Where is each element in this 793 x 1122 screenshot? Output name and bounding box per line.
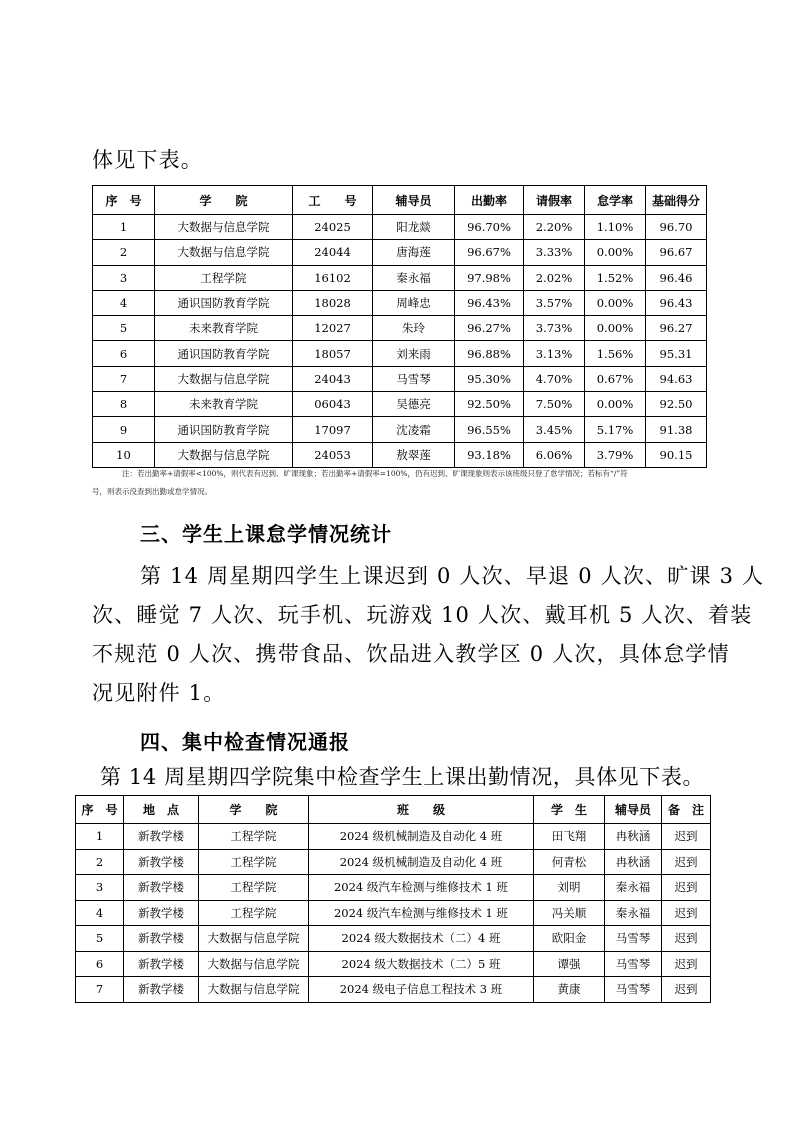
table-row bbox=[93, 265, 707, 290]
cell-index: 1 bbox=[76, 824, 124, 850]
cell-attendance-rate: 97.98% bbox=[455, 265, 524, 290]
cell-college: 通识国防教育学院 bbox=[155, 417, 293, 442]
table-row bbox=[93, 290, 707, 315]
cell-base-score: 91.38 bbox=[646, 417, 707, 442]
header-staff-id: 工 号 bbox=[293, 186, 373, 215]
cell-counselor: 冉秋涵 bbox=[605, 824, 662, 850]
cell-location: 新教学楼 bbox=[124, 849, 199, 875]
table-row bbox=[93, 215, 707, 240]
table-row bbox=[93, 341, 707, 366]
cell-attendance-rate: 92.50% bbox=[455, 392, 524, 417]
cell-index: 5 bbox=[93, 316, 155, 341]
cell-base-score: 96.67 bbox=[646, 240, 707, 265]
table-row bbox=[93, 442, 707, 467]
cell-base-score: 96.43 bbox=[646, 290, 707, 315]
cell-index: 3 bbox=[93, 265, 155, 290]
cell-truancy-rate: 3.79% bbox=[585, 442, 646, 467]
table-row bbox=[76, 900, 711, 926]
section3-heading: 三、学生上课怠学情况统计 bbox=[140, 522, 392, 546]
section3-line4: 况见附件 1。 bbox=[92, 681, 226, 705]
table-row bbox=[76, 875, 711, 901]
cell-leave-rate: 4.70% bbox=[524, 366, 585, 391]
cell-attendance-rate: 95.30% bbox=[455, 366, 524, 391]
cell-staff-id: 06043 bbox=[293, 392, 373, 417]
cell-index: 4 bbox=[93, 290, 155, 315]
cell-remark: 迟到 bbox=[662, 977, 711, 1003]
cell-class: 2024 级机械制造及自动化 4 班 bbox=[309, 849, 534, 875]
cell-leave-rate: 3.45% bbox=[524, 417, 585, 442]
header-college: 学 院 bbox=[199, 796, 309, 824]
cell-staff-id: 12027 bbox=[293, 316, 373, 341]
table-row bbox=[93, 392, 707, 417]
cell-college: 未来教育学院 bbox=[155, 392, 293, 417]
cell-index: 2 bbox=[93, 240, 155, 265]
cell-attendance-rate: 96.27% bbox=[455, 316, 524, 341]
cell-college: 未来教育学院 bbox=[155, 316, 293, 341]
cell-counselor: 马雪琴 bbox=[605, 951, 662, 977]
cell-college: 工程学院 bbox=[199, 875, 309, 901]
cell-class: 2024 级大数据技术（二）4 班 bbox=[309, 926, 534, 952]
cell-student: 冯关顺 bbox=[534, 900, 605, 926]
cell-base-score: 90.15 bbox=[646, 442, 707, 467]
section3-line2: 次、睡觉 7 人次、玩手机、玩游戏 10 人次、戴耳机 5 人次、着装 bbox=[92, 603, 753, 627]
cell-attendance-rate: 96.55% bbox=[455, 417, 524, 442]
cell-truancy-rate: 0.00% bbox=[585, 392, 646, 417]
cell-college: 工程学院 bbox=[199, 824, 309, 850]
cell-counselor: 马雪琴 bbox=[605, 926, 662, 952]
cell-truancy-rate: 0.67% bbox=[585, 366, 646, 391]
cell-class: 2024 级电子信息工程技术 3 班 bbox=[309, 977, 534, 1003]
cell-index: 2 bbox=[76, 849, 124, 875]
cell-attendance-rate: 96.43% bbox=[455, 290, 524, 315]
intro-line: 体见下表。 bbox=[92, 148, 203, 172]
cell-counselor: 周峰忠 bbox=[373, 290, 455, 315]
cell-counselor: 沈凌霜 bbox=[373, 417, 455, 442]
cell-location: 新教学楼 bbox=[124, 926, 199, 952]
cell-truancy-rate: 0.00% bbox=[585, 240, 646, 265]
cell-staff-id: 24025 bbox=[293, 215, 373, 240]
cell-base-score: 92.50 bbox=[646, 392, 707, 417]
cell-leave-rate: 6.06% bbox=[524, 442, 585, 467]
cell-attendance-rate: 93.18% bbox=[455, 442, 524, 467]
cell-student: 何青松 bbox=[534, 849, 605, 875]
cell-leave-rate: 3.73% bbox=[524, 316, 585, 341]
cell-college: 通识国防教育学院 bbox=[155, 341, 293, 366]
cell-remark: 迟到 bbox=[662, 849, 711, 875]
cell-staff-id: 24043 bbox=[293, 366, 373, 391]
cell-remark: 迟到 bbox=[662, 900, 711, 926]
cell-staff-id: 24053 bbox=[293, 442, 373, 467]
cell-attendance-rate: 96.67% bbox=[455, 240, 524, 265]
cell-student: 黄康 bbox=[534, 977, 605, 1003]
cell-base-score: 96.70 bbox=[646, 215, 707, 240]
cell-class: 2024 级汽车检测与维修技术 1 班 bbox=[309, 875, 534, 901]
table-row bbox=[76, 977, 711, 1003]
header-location: 地 点 bbox=[124, 796, 199, 824]
cell-counselor: 秦永福 bbox=[605, 875, 662, 901]
table-row bbox=[93, 417, 707, 442]
cell-counselor: 吴德亮 bbox=[373, 392, 455, 417]
cell-staff-id: 24044 bbox=[293, 240, 373, 265]
cell-remark: 迟到 bbox=[662, 824, 711, 850]
cell-attendance-rate: 96.88% bbox=[455, 341, 524, 366]
header-attendance-rate: 出勤率 bbox=[455, 186, 524, 215]
cell-college: 通识国防教育学院 bbox=[155, 290, 293, 315]
cell-index: 5 bbox=[76, 926, 124, 952]
cell-base-score: 94.63 bbox=[646, 366, 707, 391]
table-row bbox=[76, 824, 711, 850]
header-counselor: 辅导员 bbox=[605, 796, 662, 824]
cell-counselor: 阳龙燚 bbox=[373, 215, 455, 240]
cell-student: 刘明 bbox=[534, 875, 605, 901]
cell-truancy-rate: 0.00% bbox=[585, 316, 646, 341]
table-note-line2: 号，则表示没查到出勤或怠学情况。 bbox=[92, 487, 212, 496]
cell-college: 大数据与信息学院 bbox=[199, 977, 309, 1003]
cell-truancy-rate: 1.10% bbox=[585, 215, 646, 240]
cell-class: 2024 级机械制造及自动化 4 班 bbox=[309, 824, 534, 850]
cell-staff-id: 16102 bbox=[293, 265, 373, 290]
table-row bbox=[76, 849, 711, 875]
cell-counselor: 朱玲 bbox=[373, 316, 455, 341]
cell-leave-rate: 2.02% bbox=[524, 265, 585, 290]
cell-counselor: 敖翠莲 bbox=[373, 442, 455, 467]
cell-college: 大数据与信息学院 bbox=[155, 442, 293, 467]
cell-index: 9 bbox=[93, 417, 155, 442]
cell-location: 新教学楼 bbox=[124, 875, 199, 901]
cell-counselor: 秦永福 bbox=[373, 265, 455, 290]
cell-index: 1 bbox=[93, 215, 155, 240]
header-counselor: 辅导员 bbox=[373, 186, 455, 215]
cell-leave-rate: 3.57% bbox=[524, 290, 585, 315]
counselor-score-table bbox=[92, 185, 707, 468]
cell-leave-rate: 7.50% bbox=[524, 392, 585, 417]
cell-college: 大数据与信息学院 bbox=[155, 366, 293, 391]
header-base-score: 基础得分 bbox=[646, 186, 707, 215]
header-index: 序 号 bbox=[93, 186, 155, 215]
cell-index: 6 bbox=[76, 951, 124, 977]
cell-location: 新教学楼 bbox=[124, 900, 199, 926]
cell-college: 大数据与信息学院 bbox=[199, 926, 309, 952]
inspection-table bbox=[75, 795, 711, 1003]
cell-college: 大数据与信息学院 bbox=[155, 215, 293, 240]
cell-student: 谭强 bbox=[534, 951, 605, 977]
cell-remark: 迟到 bbox=[662, 875, 711, 901]
cell-index: 6 bbox=[93, 341, 155, 366]
cell-college: 工程学院 bbox=[199, 900, 309, 926]
cell-counselor: 唐海莲 bbox=[373, 240, 455, 265]
cell-truancy-rate: 1.52% bbox=[585, 265, 646, 290]
table-row bbox=[93, 316, 707, 341]
cell-remark: 迟到 bbox=[662, 951, 711, 977]
cell-student: 田飞翔 bbox=[534, 824, 605, 850]
header-index: 序 号 bbox=[76, 796, 124, 824]
cell-class: 2024 级大数据技术（二）5 班 bbox=[309, 951, 534, 977]
table-note-line1: 注：若出勤率+请假率<100%，则代表有迟到、旷课现象；若出勤率+请假率=100%，仍有迟到、旷课现象则表示该班级只登了怠学情况；若标有“/”符 bbox=[122, 469, 628, 478]
cell-base-score: 96.27 bbox=[646, 316, 707, 341]
cell-college: 大数据与信息学院 bbox=[155, 240, 293, 265]
cell-class: 2024 级汽车检测与维修技术 1 班 bbox=[309, 900, 534, 926]
table-header-row bbox=[93, 186, 707, 215]
cell-leave-rate: 3.33% bbox=[524, 240, 585, 265]
cell-attendance-rate: 96.70% bbox=[455, 215, 524, 240]
cell-index: 10 bbox=[93, 442, 155, 467]
cell-index: 8 bbox=[93, 392, 155, 417]
cell-college: 大数据与信息学院 bbox=[199, 951, 309, 977]
table-row bbox=[76, 951, 711, 977]
cell-counselor: 冉秋涵 bbox=[605, 849, 662, 875]
cell-counselor: 刘来雨 bbox=[373, 341, 455, 366]
table-row bbox=[76, 926, 711, 952]
cell-location: 新教学楼 bbox=[124, 977, 199, 1003]
cell-staff-id: 17097 bbox=[293, 417, 373, 442]
cell-college: 工程学院 bbox=[155, 265, 293, 290]
header-class: 班 级 bbox=[309, 796, 534, 824]
cell-staff-id: 18057 bbox=[293, 341, 373, 366]
cell-truancy-rate: 0.00% bbox=[585, 290, 646, 315]
cell-index: 3 bbox=[76, 875, 124, 901]
cell-truancy-rate: 5.17% bbox=[585, 417, 646, 442]
cell-index: 7 bbox=[76, 977, 124, 1003]
table-row bbox=[93, 366, 707, 391]
cell-index: 7 bbox=[93, 366, 155, 391]
cell-truancy-rate: 1.56% bbox=[585, 341, 646, 366]
cell-base-score: 96.46 bbox=[646, 265, 707, 290]
cell-remark: 迟到 bbox=[662, 926, 711, 952]
header-student: 学 生 bbox=[534, 796, 605, 824]
cell-location: 新教学楼 bbox=[124, 951, 199, 977]
section3-line3: 不规范 0 人次、携带食品、饮品进入教学区 0 人次，具体怠学情 bbox=[92, 642, 730, 666]
cell-location: 新教学楼 bbox=[124, 824, 199, 850]
cell-college: 工程学院 bbox=[199, 849, 309, 875]
cell-counselor: 马雪琴 bbox=[373, 366, 455, 391]
cell-index: 4 bbox=[76, 900, 124, 926]
section4-heading: 四、集中检查情况通报 bbox=[140, 730, 350, 754]
cell-counselor: 马雪琴 bbox=[605, 977, 662, 1003]
cell-base-score: 95.31 bbox=[646, 341, 707, 366]
header-remark: 备 注 bbox=[662, 796, 711, 824]
section4-line: 第 14 周星期四学院集中检查学生上课出勤情况，具体见下表。 bbox=[100, 765, 705, 789]
cell-staff-id: 18028 bbox=[293, 290, 373, 315]
table-header-row bbox=[76, 796, 711, 824]
cell-counselor: 秦永福 bbox=[605, 900, 662, 926]
header-truancy-rate: 怠学率 bbox=[585, 186, 646, 215]
cell-leave-rate: 2.20% bbox=[524, 215, 585, 240]
header-leave-rate: 请假率 bbox=[524, 186, 585, 215]
cell-leave-rate: 3.13% bbox=[524, 341, 585, 366]
table-row bbox=[93, 240, 707, 265]
cell-student: 欧阳金 bbox=[534, 926, 605, 952]
section3-line1: 第 14 周星期四学生上课迟到 0 人次、早退 0 人次、旷课 3 人 bbox=[140, 564, 765, 588]
header-college: 学 院 bbox=[155, 186, 293, 215]
